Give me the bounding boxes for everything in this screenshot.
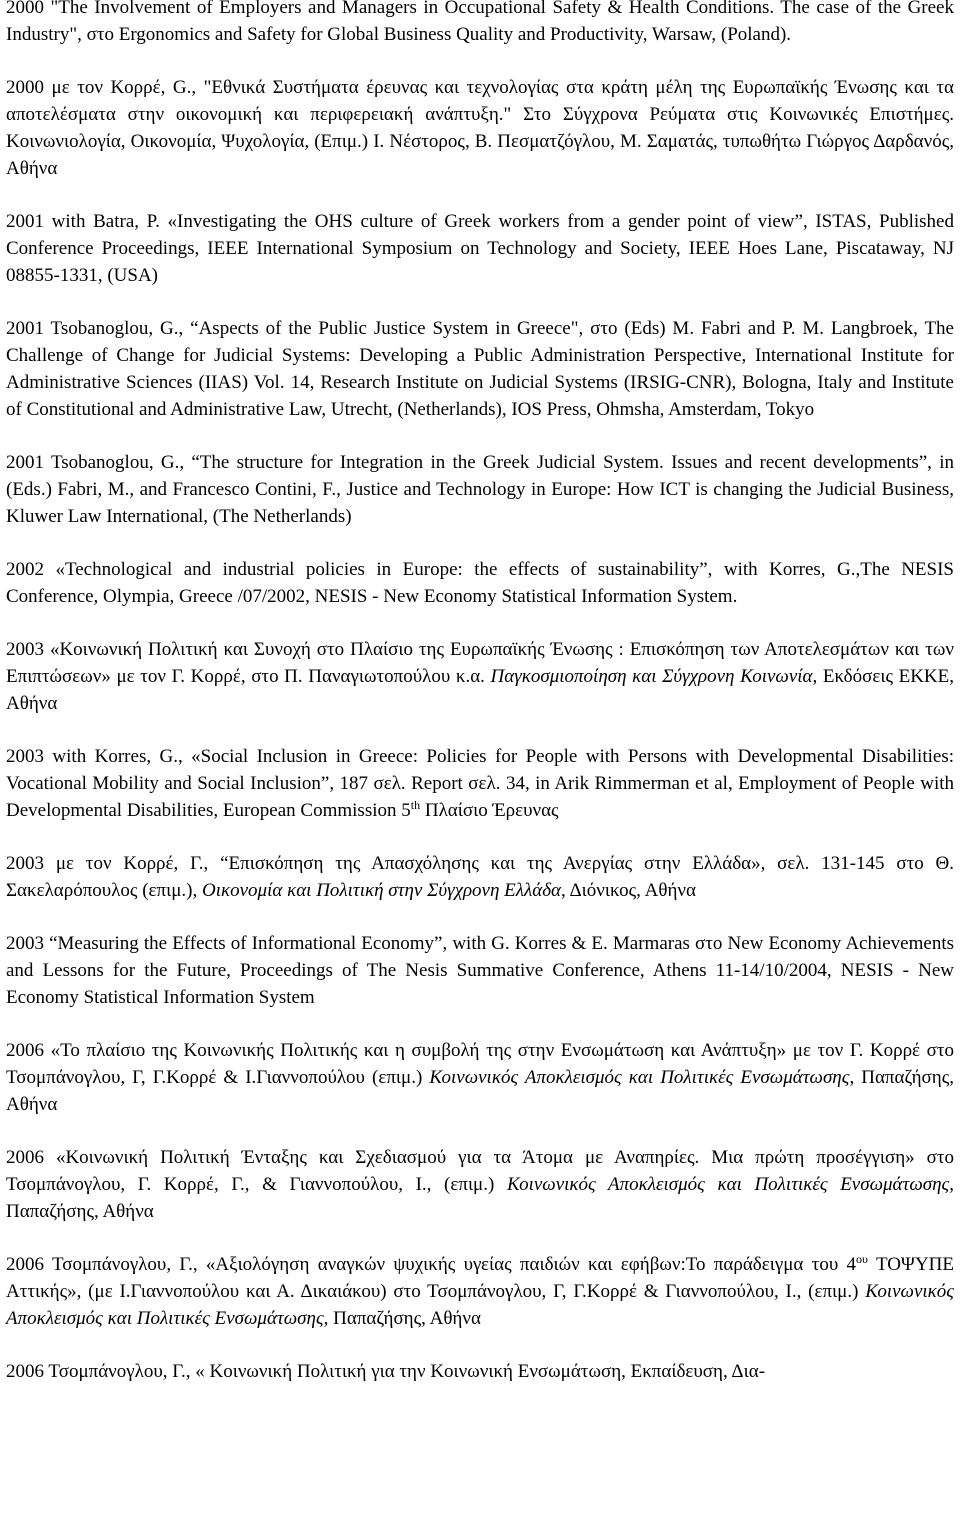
entry-text: 2001 Tsobanoglou, G., “Aspects of the Public Justice System in Greece", στο (Eds) M. Fabri and P. M. Langbroek, The Challenge of Change for Judicial Systems: Developing a Public Administration Perspective, International Institute for Administrative Sciences (IIAS) Vol. 14, Research Institute on Judicial Systems (IRSIG-CNR), Bologna, Italy and Institute of Constitutional and Administrative Law, Utrecht, (Netherlands), IOS Press, Ohmsha, Amsterdam, Tokyo: [6, 318, 954, 420]
bibliography-entry: [6, 449, 954, 530]
italic-title-text: Οικονομία και Πολιτική στην Σύγχρονη Ελλάδα: [201, 880, 562, 901]
entry-text: 2001 Tsobanoglou, G., “The structure for Integration in the Greek Judicial System. Issues and recent developments”, in (Eds.) Fabri, M., and Francesco Contini, F., Justice and Technology in Europe: How ICT is changing the Judicial Business, Kluwer Law International, (The Netherlands): [6, 452, 954, 527]
entry-text: 2001 with Batra, P. «Investigating the OHS culture of Greek workers from a gender point of view”, ISTAS, Published Conference Proceedings, IEEE International Symposium on Technology and Society, IEEE Hoes Lane, Piscataway, NJ 08855-1331, (USA): [6, 211, 954, 286]
entry-text: 2006 «Κοινωνική Πολιτική Ένταξης και Σχεδιασμού για τα Άτομα με Αναπηρίες. Μια πρώτη προσέγγιση» στο Τσομπάνογλου, Γ. Κορρέ, Γ., & Γιαννοπούλου, Ι., (επιμ.): [6, 1147, 954, 1195]
bibliography-entry: [6, 850, 954, 904]
entry-text: 2006 Τσομπάνογλου, Γ., « Κοινωνική Πολιτική για την Κοινωνική Ενσωμάτωση, Εκπαίδευση, Δια-: [6, 1361, 766, 1382]
italic-title-text: Κοινωνικός Αποκλεισμός και Πολιτικές Ενσωμάτωσης: [506, 1174, 950, 1195]
entry-text: , Παπαζήσης, Αθήνα: [6, 1067, 954, 1115]
bibliography-entry: [6, 315, 954, 423]
entry-text: 2000 με τον Κορρέ, G., "Εθνικά Συστήματα έρευνας και τεχνολογίας στα κράτη μέλη της Ευρωπαϊκής Ένωσης και τα αποτελέσματα στην οικονομική και περιφερειακή ανάπτυξη." Στο Σύγχρονα Ρεύματα στις Κοινωνικές Επιστήμες. Κοινωνιολογία, Οικονομία, Ψυχολογία, (Επιμ.) Ι. Νέστορος, Β. Πεσματζόγλου, Μ. Σαματάς, τυπωθήτω Γιώργος Δαρδανός, Αθήνα: [6, 77, 954, 179]
entry-text: , Παπαζήσης, Αθήνα: [323, 1308, 481, 1329]
entry-text: 2000 "The Involvement of Employers and Managers in Occupational Safety & Health Conditions. The case of the Greek Industry", στο Ergonomics and Safety for Global Business Quality and Productivity, Warsaw, (Poland).: [6, 0, 954, 45]
entry-text: Πλαίσιο Έρευνας: [420, 800, 559, 821]
entry-text: , Παπαζήσης, Αθήνα: [6, 1174, 955, 1222]
entry-text: 2006 «Το πλαίσιο της Κοινωνικής Πολιτικής και η συμβολή της στην Ενσωμάτωση και Ανάπτυξη» με τον Γ. Κορρέ στο Τσομπάνογλου, Γ, Γ.Κορρέ & Ι.Γιαννοπούλου (επιμ.): [6, 1040, 954, 1088]
bibliography-entry: [6, 1037, 954, 1118]
bibliography-entry: [6, 1358, 954, 1385]
italic-title-text: Κοινωνικός Αποκλεισμός και Πολιτικές Ενσωμάτωσης: [429, 1067, 850, 1088]
bibliography-entry: [6, 930, 954, 1011]
entry-text: 2006 Τσομπάνογλου, Γ., «Αξιολόγηση αναγκών ψυχικής υγείας παιδιών και εφήβων:Το παράδειγμα του 4: [6, 1254, 857, 1275]
bibliography-entry: [6, 0, 954, 48]
bibliography-page: [6, 0, 954, 1411]
entry-text: , Εκδόσεις ΕΚΚΕ, Αθήνα: [6, 666, 954, 714]
entry-text: 2003 with Korres, G., «Social Inclusion in Greece: Policies for People with Persons with Developmental Disabilities: Vocational Mobility and Social Inclusion”, 187 σελ. Report σελ. 34, in Arik Rimmerman et al, Employment of People with Developmental Disabilities, European Commission 5: [6, 746, 954, 821]
entry-text: 2003 με τον Κορρέ, Γ., “Επισκόπηση της Απασχόλησης και της Ανεργίας στην Ελλάδα», σελ. 131-145 στο Θ. Σακελαρόπουλος (επιμ.),: [6, 853, 954, 901]
superscript-text: th: [410, 798, 421, 812]
italic-title-text: Κοινωνικός Αποκλεισμός και Πολιτικές Ενσωμάτωσης: [6, 1281, 954, 1329]
bibliography-entry: [6, 208, 954, 289]
entry-text: 2003 «Κοινωνική Πολιτική και Συνοχή στο Πλαίσιο της Ευρωπαϊκής Ένωσης : Επισκόπηση των Αποτελεσμάτων και των Επιπτώσεων» με τον Γ. Κορρέ, στο Π. Παναγιωτοπούλου κ.α.: [6, 639, 954, 687]
superscript-text: ου: [856, 1252, 868, 1266]
entry-text: 2002 «Technological and industrial policies in Europe: the effects of sustainability”, with Korres, G.,The NESIS Conference, Olympia, Greece /07/2002, NESIS - New Economy Statistical Information System.: [6, 559, 954, 607]
bibliography-entry: [6, 1251, 954, 1332]
entry-text: 2003 “Measuring the Effects of Informational Economy”, with G. Korres & E. Marmaras στο New Economy Achievements and Lessons for the Future, Proceedings of The Nesis Summative Conference, Athens 11-14/10/2004, NESIS - New Economy Statistical Information System: [6, 933, 954, 1008]
bibliography-entry: [6, 74, 954, 182]
entry-text: , Διόνικος, Αθήνα: [561, 880, 696, 901]
bibliography-entry: [6, 743, 954, 824]
bibliography-entry: [6, 1144, 954, 1225]
bibliography-entry: [6, 556, 954, 610]
bibliography-entry: [6, 636, 954, 717]
italic-title-text: Παγκοσμιοποίηση και Σύγχρονη Κοινωνία: [490, 666, 813, 687]
entry-text: ΤΟΨΥΠΕ Αττικής», (με Ι.Γιαννοπούλου και Α. Δικαιάκου) στο Τσομπάνογλου, Γ, Γ.Κορρέ & Γιαννοπούλου, Ι., (επιμ.): [6, 1254, 954, 1302]
